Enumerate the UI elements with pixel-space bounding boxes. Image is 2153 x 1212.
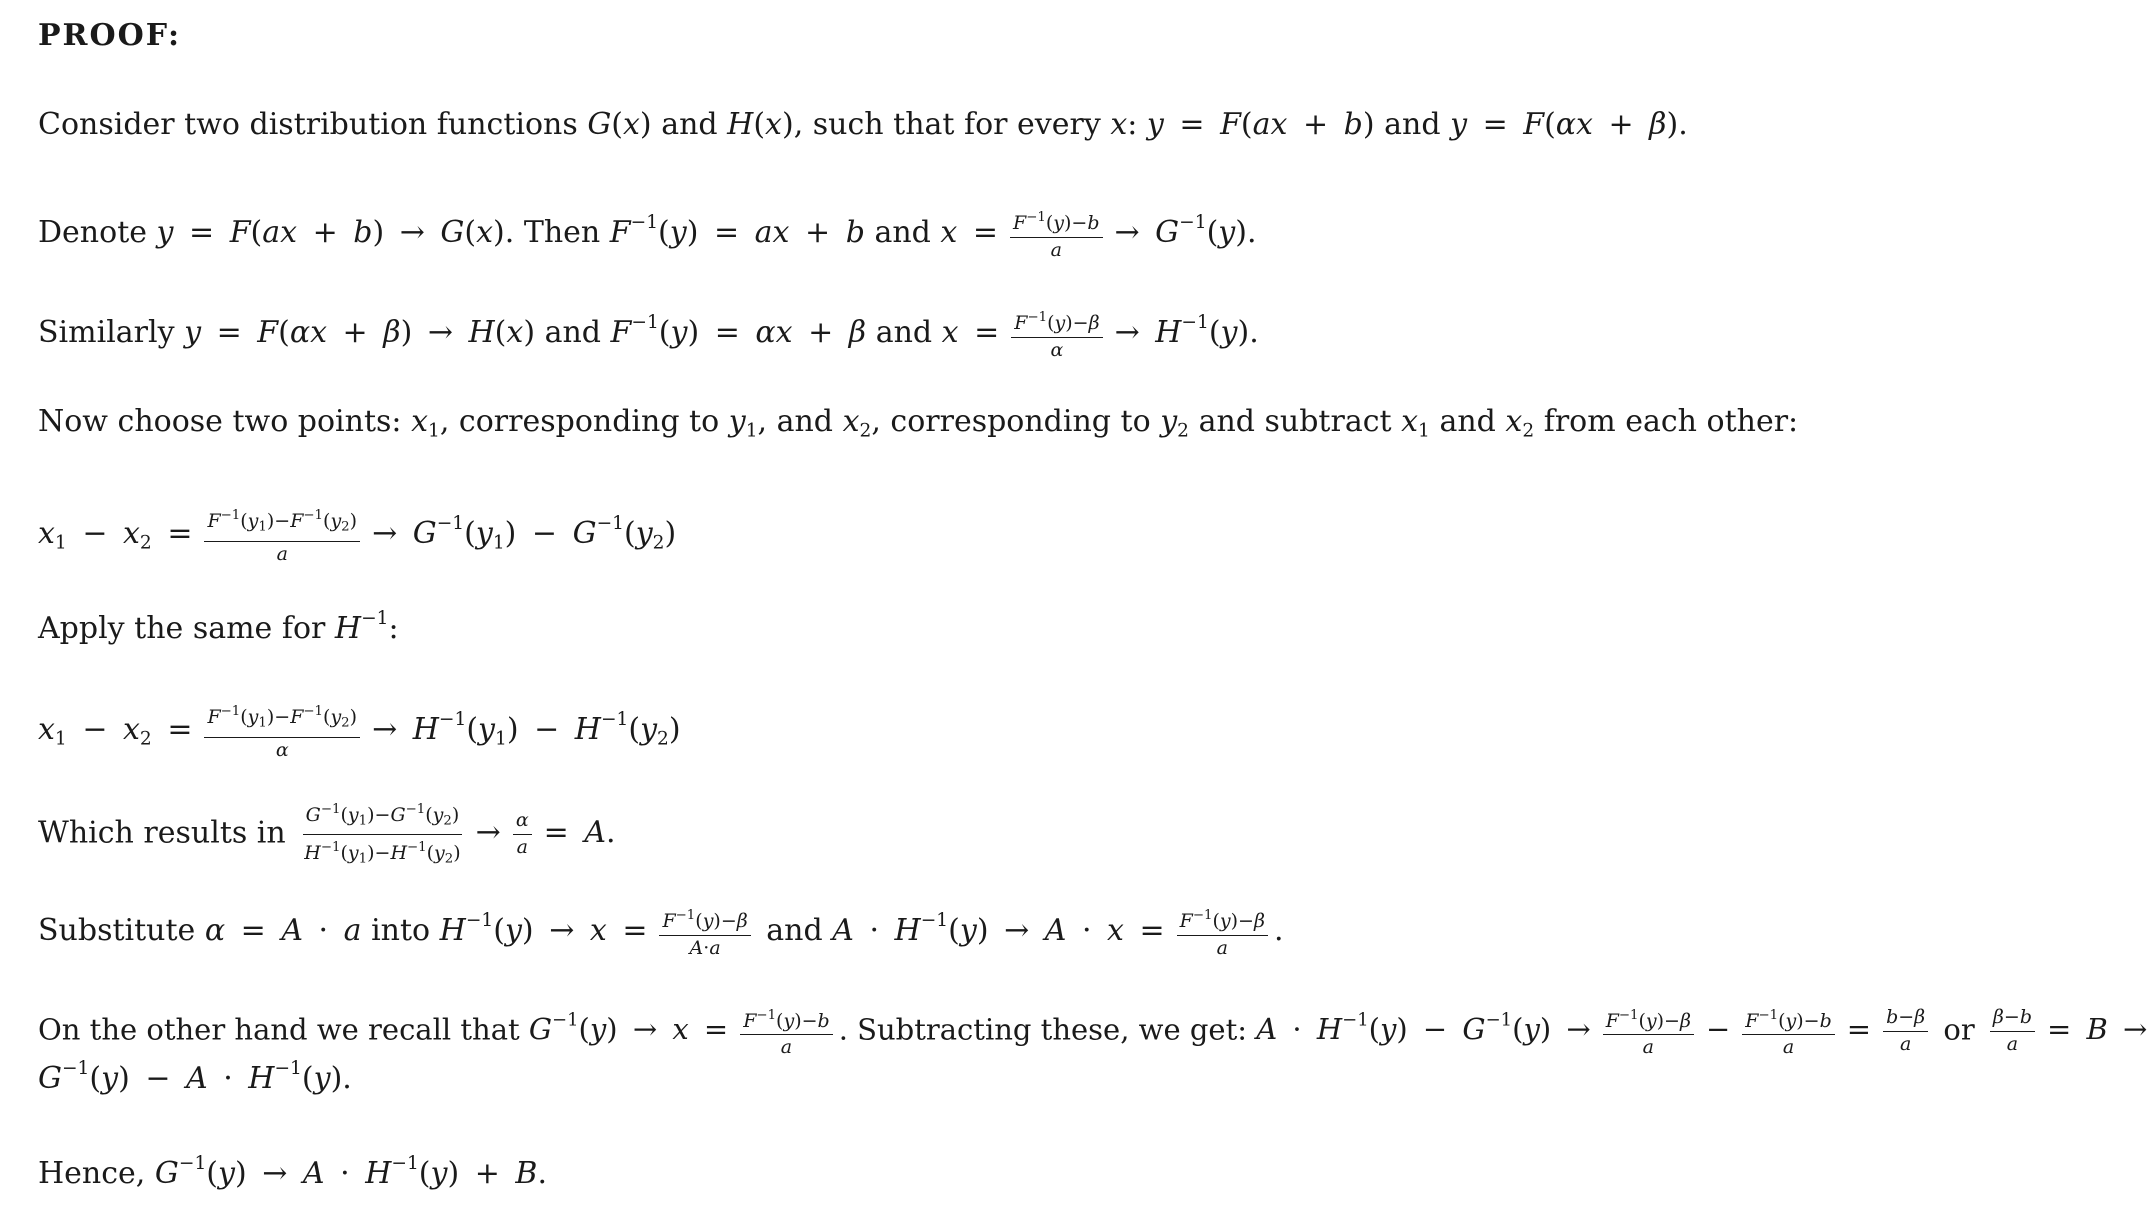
math-conclusion: $G^{-1}(y) \to A \cdot H^{-1}(y) + B$. — [154, 1153, 547, 1191]
math-x1-b: $x_1$ — [1401, 404, 1430, 442]
fraction: $\frac{F^{-1}(y)-\beta}{\alpha}$ — [1011, 306, 1102, 362]
text-from-each-other: from each other: — [1543, 404, 1799, 439]
math-alpha-Aa: α = A · a — [204, 912, 362, 948]
fraction: $\frac{F^{-1}(y)-\beta}{A\cdot a}$ — [659, 904, 750, 960]
fraction: $\frac{F^{-1}(y)-b}{a}$ — [1010, 206, 1102, 262]
math-x-frac-2: x = $\frac{F^{-1}(y)-\beta}{\alpha}$ → $H^{-1}(y)$. — [942, 315, 1259, 350]
text-which-results: Which results in — [38, 815, 286, 851]
text-apply-same: Apply the same for — [38, 610, 326, 646]
math-ratio: $\frac{G^{-1}(y_1)-G^{-1}(y_2)}{H^{-1}(y_1)-H^{-1}(y_2)}$ → $\frac{\alpha}{a}$ = A. — [295, 815, 615, 850]
text-corresponding-2: , corresponding to — [871, 404, 1151, 439]
paragraph-now-choose — [38, 402, 1798, 452]
text-and-2: and — [1384, 107, 1441, 142]
text-and-6: and — [1439, 404, 1496, 439]
fraction: $\frac{F^{-1}(y_1)-F^{-1}(y_2)}{a}$ — [204, 504, 360, 565]
paragraph-hence — [38, 1144, 547, 1194]
paragraph-which-results — [38, 798, 616, 871]
text-or: or — [1943, 1012, 1975, 1047]
fraction: $\frac{F^{-1}(y)-b}{a}$ — [1742, 1004, 1834, 1060]
text-now-choose: Now choose two points: — [38, 404, 402, 439]
text-then: . Then — [504, 214, 601, 250]
fraction: $\frac{F^{-1}(y)-\beta}{a}$ — [1603, 1004, 1694, 1060]
fraction: $\frac{F^{-1}(y)-\beta}{a}$ — [1177, 904, 1268, 960]
text-denote: Denote — [38, 214, 147, 250]
math-x-colon: x: y = F(ax + b) — [1110, 107, 1375, 142]
paragraph-other-hand — [38, 1001, 2153, 1059]
text-consider: Consider two distribution functions — [38, 107, 578, 142]
paragraph-consider — [38, 105, 1688, 145]
text-and-comma: , and — [757, 404, 834, 439]
text-and-subtract: and subtract — [1198, 404, 1392, 439]
fraction: $\frac{\alpha}{a}$ — [513, 809, 532, 859]
paragraph-similarly — [38, 303, 1259, 362]
paragraph-denote — [38, 203, 1257, 262]
fraction: $\frac{G^{-1}(y_1)-G^{-1}(y_2)}{H^{-1}(y_1)-H^{-1}(y_2)}$ — [301, 798, 463, 871]
math-x1: $x_1$ — [411, 404, 440, 442]
math-similarly-y: y = F(αx + β) → H(x) — [184, 314, 536, 350]
equation-x1-x2-H — [38, 700, 681, 762]
fraction: $\frac{\beta-b}{a}$ — [1990, 1006, 2035, 1056]
text-substitute: Substitute — [38, 912, 196, 948]
text-and-4: and — [544, 314, 601, 350]
math-Finv-alpha: $F^{-1}(y) = \alpha x + \beta$ — [610, 312, 867, 350]
paragraph-substitute — [38, 901, 1283, 960]
paragraph-other-hand-cont — [38, 1049, 352, 1099]
text-and-7: and — [766, 912, 823, 948]
text-into: into — [371, 912, 431, 948]
math-Hinv: $H^{-1}$: — [334, 608, 399, 646]
math-A-Hinv: $A \cdot H^{-1}(y) \to A \cdot x$ = $\frac{F^{-1}(y)-\beta}{a}$ . — [832, 913, 1283, 948]
math-Hinv-x: $H^{-1}(y) \to x$ = $\frac{F^{-1}(y)-\beta}{A\cdot a}$ — [440, 913, 757, 948]
text-and: and — [661, 107, 718, 142]
math-x2: $x_2$ — [842, 404, 872, 442]
math-subtraction: $A \cdot H^{-1}(y) - G^{-1}(y)$ → $\frac{F^{-1}(y)-\beta}{a}$ − $\frac{F^{-1}(y)-b}{a}$ = $\frac{b-\beta}{a}$ — [1256, 1012, 1934, 1046]
text-other-hand: On the other hand we recall that — [38, 1012, 520, 1047]
text-similarly: Similarly — [38, 314, 175, 350]
math-G-x: G(x) — [587, 107, 652, 142]
math-y2: $y_2$ — [1160, 404, 1190, 442]
text-corresponding-1: , corresponding to — [439, 404, 720, 439]
proof-heading: PROOF: — [38, 18, 182, 53]
paragraph-apply-same — [38, 599, 399, 649]
fraction: $\frac{F^{-1}(y)-b}{a}$ — [740, 1004, 832, 1060]
text-and-5: and — [875, 314, 933, 350]
text-and-3: and — [874, 214, 931, 250]
math-y1: $y_1$ — [728, 404, 758, 442]
text-hence: Hence, — [38, 1155, 146, 1191]
equation-x1-x2-G — [38, 504, 676, 566]
math-eq-G: $x_1 - x_2$ = $\frac{F^{-1}(y_1)-F^{-1}(y_2)}{a}$ → $G^{-1}(y_1) - G^{-1}(y_2)$ — [38, 516, 676, 551]
math-x2-b: $x_2$ — [1505, 404, 1535, 442]
math-y-F-alpha: y = F(αx + β). — [1450, 107, 1688, 142]
math-Finv-y: $F^{-1}(y)$ = ax + b — [609, 212, 865, 250]
math-Ginv-AHinv: $G^{-1}(y) - A \cdot H^{-1}(y)$. — [38, 1058, 352, 1096]
text-subtracting: . Subtracting these, we get: — [838, 1012, 1248, 1047]
math-x-frac-1: x = $\frac{F^{-1}(y)-b}{a}$ → $G^{-1}(y)$. — [940, 215, 1256, 250]
math-Ginv-x: $G^{-1}(y) \to x$ = $\frac{F^{-1}(y)-b}{a}$ — [529, 1012, 839, 1046]
math-H-x: H(x) — [727, 107, 794, 142]
fraction: $\frac{b-\beta}{a}$ — [1883, 1006, 1928, 1056]
fraction: $\frac{F^{-1}(y_1)-F^{-1}(y_2)}{\alpha}$ — [204, 700, 360, 761]
math-denote-y: y = F(ax + b) → G(x) — [156, 214, 505, 250]
math-B: $\frac{\beta-b}{a}$ = B → — [1984, 1012, 2153, 1046]
math-eq-H: $x_1 - x_2$ = $\frac{F^{-1}(y_1)-F^{-1}(y_2)}{\alpha}$ → $H^{-1}(y_1) - H^{-1}(y_2)$ — [38, 712, 681, 747]
text-such-that: , such that for every — [793, 107, 1101, 142]
